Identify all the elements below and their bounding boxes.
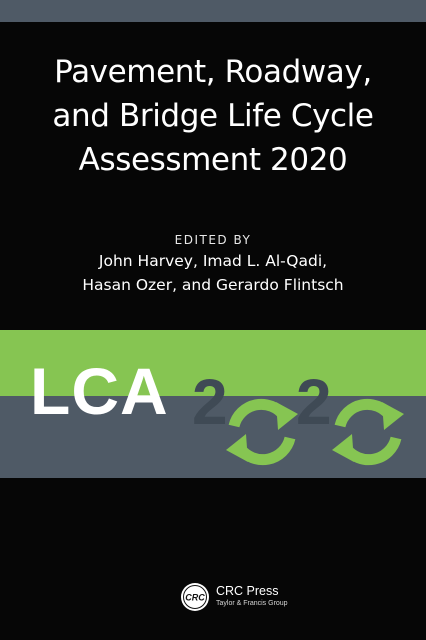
- edited-by-label: EDITED BY: [174, 233, 252, 247]
- top-strip: [0, 0, 426, 22]
- title-line-2: and Bridge Life Cycle: [52, 98, 374, 134]
- crc-badge-icon: [180, 582, 210, 612]
- lca-logo-text: LCA: [30, 354, 169, 428]
- year-digit-1: 2: [192, 366, 228, 438]
- editors-line-1: John Harvey, Imad L. Al-Qadi,: [98, 252, 328, 270]
- book-title: [0, 50, 426, 182]
- lca-2020-logo-art: [192, 362, 418, 480]
- editors-line-2: Hasan Ozer, and Gerardo Flintsch: [82, 276, 344, 294]
- recycle-icon: [226, 402, 298, 462]
- year-digit-2: 2: [296, 366, 332, 438]
- publisher-group: Taylor & Francis Group: [216, 600, 288, 607]
- editors: [0, 249, 426, 297]
- recycle-icon: [332, 402, 404, 462]
- title-line-1: Pavement, Roadway,: [54, 54, 372, 90]
- title-line-3: Assessment 2020: [78, 142, 348, 178]
- crc-badge-text: CRC: [185, 592, 205, 603]
- publisher-name: CRC Press: [216, 584, 279, 598]
